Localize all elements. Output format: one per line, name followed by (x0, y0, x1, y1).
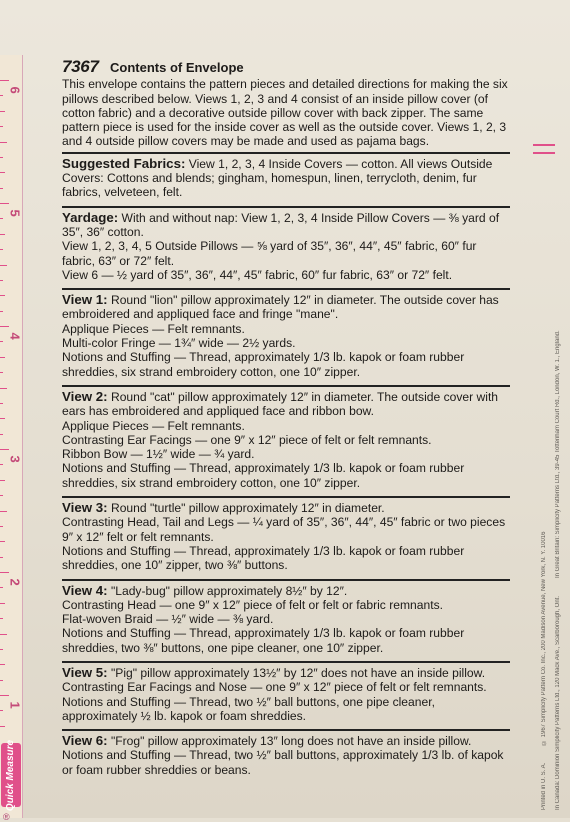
publisher-imprint-right (555, 50, 567, 810)
view-line: Notions and Stuffing — Thread, two ½″ ball buttons, approximately 1/3 lb. of kapok or foam rubber shreddies or beans. (62, 748, 504, 777)
ruler-tick (0, 434, 3, 435)
publisher-imprint-left (541, 50, 553, 810)
ruler-tick (0, 526, 3, 527)
britain-imprint: In Great Britain: Simplicity Patterns Ltd., 39-45 Tottenham Court Rd., London, W. 1., England. (555, 330, 561, 578)
ruler-tick (0, 634, 7, 635)
canada-imprint: In Canada: Dominion Simplicity Patterns Ltd., 120 Mack Ave., Scarborough, Ont. (555, 596, 561, 810)
pink-tab-mark (533, 152, 555, 154)
section-text: View 1, 2, 3, 4 Inside Covers — cotton. All views Outside Covers: Cottons and blends; gingham, homespun, linen, terrycloth, denim, fur fabrics, velveteen, felt. (62, 156, 493, 200)
view-line: Contrasting Ear Facings — one 9″ x 12″ piece of felt or felt remnants. (62, 432, 432, 447)
view-line: Notions and Stuffing — Thread, approximately 1/3 lb. kapok or foam rubber shreddies, two ⅜″ buttons, one pipe cleaner, one 10″ zipper. (62, 626, 465, 655)
view-line: Flat-woven Braid — ½″ wide — ⅜ yard. (62, 612, 274, 627)
ruler-tick (0, 541, 5, 542)
view-5-section (62, 661, 510, 726)
ruler-tick (0, 203, 9, 204)
registered-mark: ® (3, 812, 10, 822)
intro-paragraph: This envelope contains the pattern pieces and detailed directions for making the six pillows described below. Views 1, 2, 3 and 4 consist of an inside pillow cover (of cotton fabric) and a decorative outside pillow cover with back zipper. The same pattern piece is used for the inside cover as well as the outside cover. Views 1, 2, 3 and 4 outside pillow covers may be made and used as pajama bags. (62, 77, 512, 149)
ruler-tick (0, 218, 3, 219)
ruler-tick (0, 495, 3, 496)
ruler-tick (0, 710, 3, 711)
view-1-section (62, 288, 510, 382)
ruler-tick (0, 311, 3, 312)
ruler-tick (0, 449, 9, 450)
page-title: Contents of Envelope (110, 60, 244, 75)
view-line: Ribbon Bow — 1½″ wide — ¾ yard. (62, 447, 255, 462)
ruler-number: 2 (7, 578, 23, 586)
view-6-section (62, 729, 510, 780)
envelope-contents (62, 57, 512, 780)
pattern-number: 7367 (62, 57, 99, 76)
view-3-section (62, 496, 510, 575)
yardage-section (62, 206, 510, 285)
ruler-tick (0, 480, 5, 481)
ruler-tick (0, 280, 3, 281)
ruler-tick (0, 511, 7, 512)
ruler-tick (0, 680, 3, 681)
view-line: Applique Pieces — Felt remnants. (62, 418, 245, 433)
ruler-tick (0, 172, 5, 173)
view-lead: "Lady-bug" pillow approximately 8½″ by 12″. (107, 583, 348, 598)
ruler-tick (0, 695, 9, 696)
view-line: Notions and Stuffing — Thread, approximately 1/3 lb. kapok or foam rubber shreddies, six strand embroidery cotton, one 10″ zipper. (62, 461, 465, 490)
view-label: View 4: (62, 582, 108, 598)
ruler-tick (0, 357, 5, 358)
view-line: Contrasting Head, Tail and Legs — ¼ yard of 35″, 36″, 44″, 45″ fabric or two pieces 9″ x 12″ felt or felt remnants. (62, 515, 506, 544)
ruler-tick (0, 464, 3, 465)
view-lead: Round "turtle" pillow approximately 12″ in diameter. (107, 501, 385, 516)
yardage-line: View 1, 2, 3, 4, 5 Outside Pillows — ⅝ yard of 35″, 36″, 44″, 45″ fabric, 60″ fur fabric, 63″ or 72″ felt. (62, 239, 477, 268)
ruler-tick (0, 126, 3, 127)
yardage-line: View 6 — ½ yard of 35″, 36″, 44″, 45″ fabric, 60″ fur fabric, 63″ or 72″ felt. (62, 267, 453, 282)
view-label: View 2: (62, 388, 108, 404)
suggested-fabrics-section (62, 152, 510, 203)
ruler-tick (0, 726, 5, 727)
ruler-tick (0, 603, 5, 604)
section-label: Suggested Fabrics: (62, 155, 186, 171)
ruler-tick (0, 572, 9, 573)
ruler-number: 6 (7, 86, 23, 94)
view-line: Applique Pieces — Felt remnants. (62, 321, 245, 336)
ruler-tick (0, 249, 3, 250)
view-line: Notions and Stuffing — Thread, approximately 1/3 lb. kapok or foam rubber shreddies, one 10″ zipper, two ⅜″ buttons. (62, 543, 465, 573)
ruler-tick (0, 326, 9, 327)
ruler-tick (0, 157, 3, 158)
view-line: Contrasting Head — one 9″ x 12″ piece of felt or felt or fabric remnants. (62, 597, 443, 612)
ruler-tick (0, 188, 3, 189)
view-4-section (62, 579, 510, 658)
ruler-number: 1 (7, 701, 23, 709)
ruler-tick (0, 418, 5, 419)
title-row (62, 57, 510, 76)
view-line: Notions and Stuffing — Thread, approximately 1/3 lb. kapok or foam rubber shreddies, six strand embroidery cotton, one 10″ zipper. (62, 350, 465, 379)
copyright-notice: © 1967 Simplicity Pattern Co. Inc., 200 Madison Avenue, New York, N. Y. 10016 (541, 531, 547, 745)
ruler-number: 5 (7, 209, 23, 217)
view-label: View 1: (62, 292, 108, 308)
printed-in: Printed in U. S. A. (541, 762, 547, 810)
quick-measure-ruler (0, 55, 23, 822)
ruler-tick (0, 649, 3, 650)
ruler-tick (0, 142, 7, 143)
view-label: View 5: (62, 664, 108, 680)
ruler-tick (0, 265, 7, 266)
ruler-tick (0, 80, 9, 81)
ruler-tick (0, 111, 5, 112)
quick-measure-label: Quick Measure (1, 743, 21, 807)
ruler-tick (0, 95, 3, 96)
ruler-tick (0, 388, 7, 389)
ruler-tick (0, 664, 5, 665)
ruler-tick (0, 403, 3, 404)
view-lead: Round "lion" pillow approximately 12″ in diameter. The outside cover has embroidered and appliqued face and fringe "mane". (62, 293, 499, 322)
ruler-tick (0, 234, 5, 235)
view-line: Contrasting Ear Facings and Nose — one 9″ x 12″ piece of felt or felt remnants. (62, 680, 487, 695)
ruler-number: 3 (7, 455, 23, 463)
ruler-number: 4 (7, 332, 23, 340)
ruler-tick (0, 618, 3, 619)
view-lead: Round "cat" pillow approximately 12″ in diameter. The outside cover with ears has embroidered and appliqued face and ribbon bow. (62, 389, 499, 419)
ruler-tick (0, 295, 5, 296)
ruler-tick (0, 557, 3, 558)
pink-tab-mark (533, 144, 555, 146)
view-label: View 3: (62, 500, 108, 516)
view-label: View 6: (62, 733, 108, 749)
yardage-line: With and without nap: View 1, 2, 3, 4 Inside Pillow Covers — ⅜ yard of 35″, 36″ cotton. (62, 210, 500, 239)
view-lead: "Pig" pillow approximately 13½″ by 12″ does not have an inside pillow. (107, 665, 486, 680)
section-label: Yardage: (62, 209, 119, 225)
view-line: Notions and Stuffing — Thread, two ½″ ball buttons, one pipe cleaner, approximately ½ lb. kapok or foam shreddies. (62, 694, 435, 723)
view-line: Multi-color Fringe — 1¾″ wide — 2½ yards. (62, 336, 296, 351)
ruler-tick (0, 341, 3, 342)
ruler-tick (0, 372, 3, 373)
view-lead: "Frog" pillow approximately 13″ long does not have an inside pillow. (107, 734, 472, 749)
ruler-tick (0, 587, 3, 588)
view-2-section (62, 385, 510, 493)
